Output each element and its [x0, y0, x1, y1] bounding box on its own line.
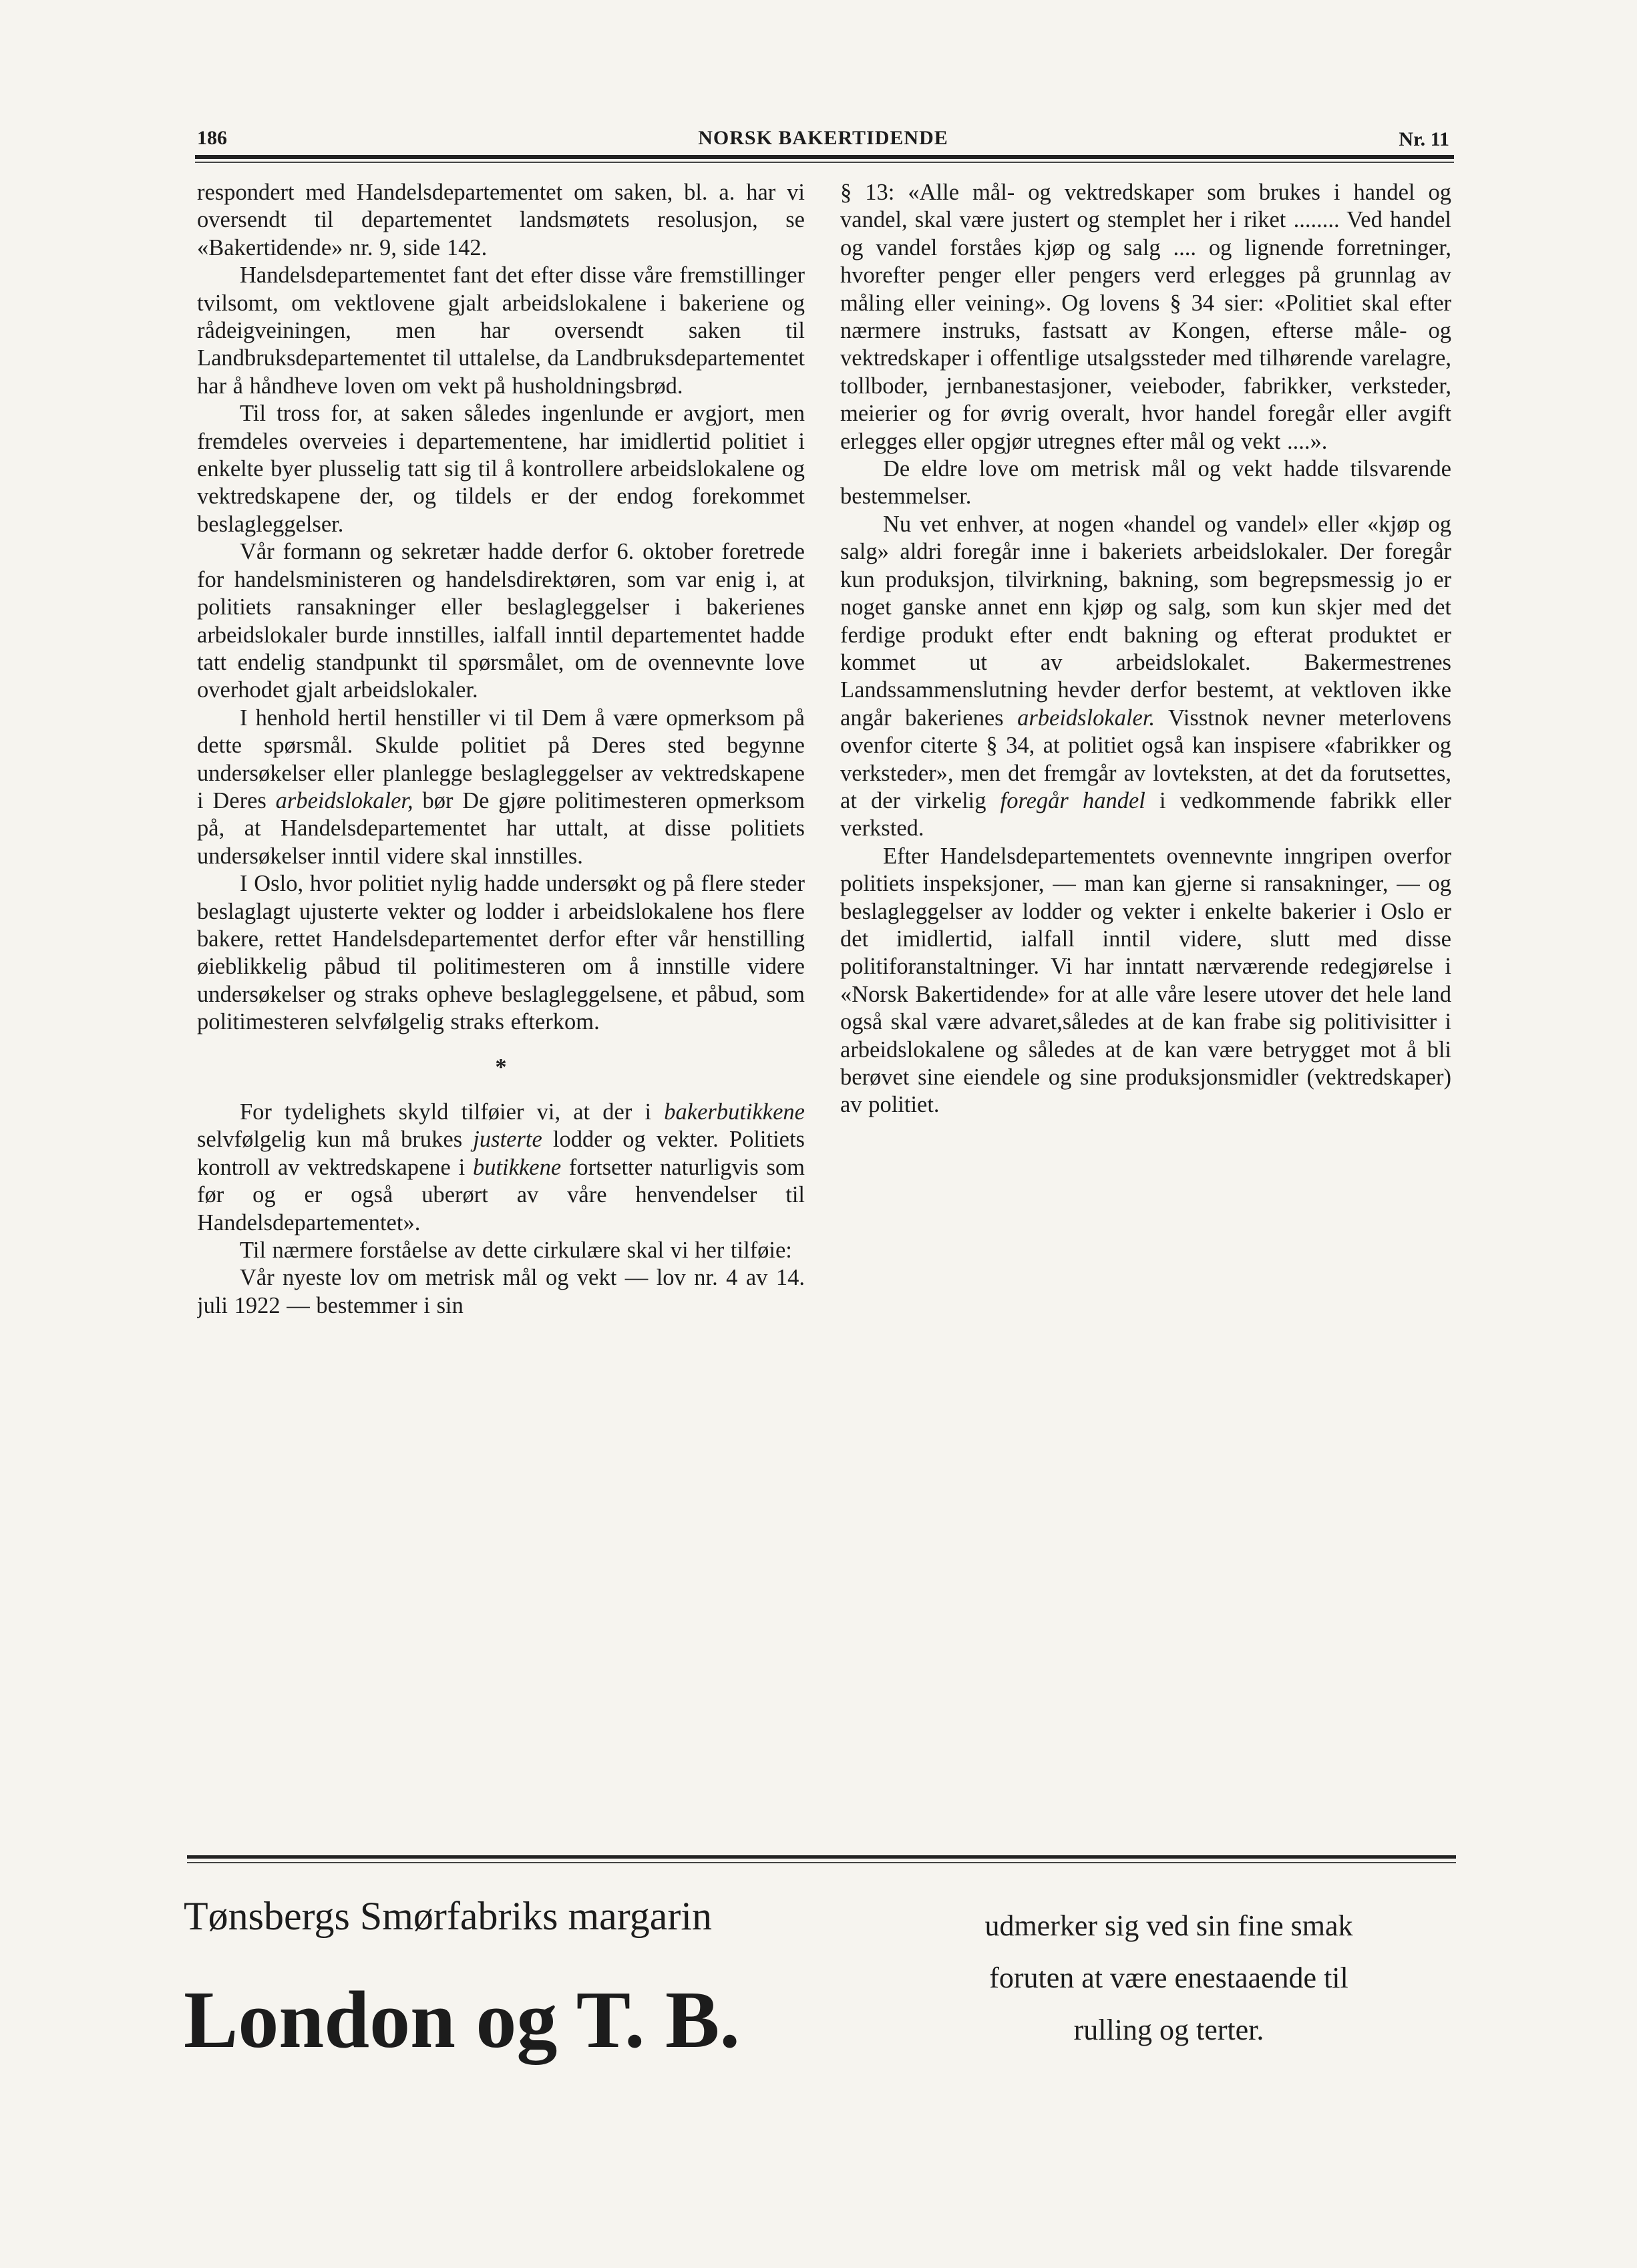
ad-brand-name: Tønsbergs Smørfabriks margarin [184, 1894, 712, 1938]
ad-rule [187, 1855, 1456, 1859]
header-rule-thin [195, 162, 1454, 163]
paragraph [840, 511, 1451, 843]
paragraph: Vår nyeste lov om metrisk mål og vekt — lov nr. 4 av 14. juli 1922 — bestemmer i sin [197, 1265, 805, 1318]
paragraph: § 13: «Alle mål- og vektredskaper som brukes i handel og vandel, skal være justert og stemplet her i riket ........ Ved handel og vandel forståes kjøp og salg .... og lignende forretninger, hvorefter penger eller pengers verd erlegges på grunnlag av måling eller veining». Og lovens § 34 sier: «Politiet skal efter nærmere instruks, fastsatt av Kongen, efterse måle- og vektredskaper i offentlige utsalgssteder med tilhørende varelagre, tollboder, jernbanestasjoner, veieboder, fabrikker, verksteder, meierier og for øvrig overalt, hvor handel foregår eller avgift erlegges eller opgjør utregnes efter mål og vekt ....». [840, 180, 1451, 454]
emphasis: foregår handel [1000, 787, 1145, 813]
paragraph: I Oslo, hvor politiet nylig hadde undersøkt og på flere steder beslaglagt ujusterte vekter og lodder i arbeidslokalene hos flere bakere, rettet Handelsdepartementet derfor efter vår henstilling øieblikkelig påbud til politimesteren om å innstille videre undersøkelser og straks opheve beslagleggelsene, et påbud, som politimesteren selvfølgelig straks efterkom. [197, 871, 805, 1035]
ad-tagline-line: rulling og terter. [1073, 2014, 1264, 2046]
issue-number: Nr. 11 [1399, 128, 1449, 150]
emphasis: arbeidslokaler. [1017, 705, 1155, 731]
publication-title: NORSK BAKERTIDENDE [698, 127, 948, 149]
page-header [197, 120, 1449, 160]
paragraph [197, 705, 805, 870]
emphasis: arbeidslokaler, [275, 787, 413, 813]
paragraph: Vår formann og sekretær hadde derfor 6. oktober foretrede for handelsministeren og handelsdirektøren, som var enig i, at politiets ransakninger eller beslagleggelser i bakerienes arbeidslokaler burde innstilles, ialfall inntil departementet hadde tatt endelig standpunkt til spørsmålet, om de ovennevnte love overhodet gjalt arbeidslokaler. [197, 539, 805, 703]
paragraph: Til nærmere forståelse av dette cirkulære skal vi her tilføie: [240, 1238, 792, 1264]
emphasis: justerte [473, 1127, 542, 1153]
paragraph: Efter Handelsdepartementets ovennevnte inngripen overfor politiets inspeksjoner, — man kan gjerne si ransakninger, — og beslagleggelser av lodder og vekter i enkelte bakerier i Oslo er det imidlertid, ialfall inntil videre, slutt med disse politiforanstaltninger. Vi har inntatt nærværende redegjørelse i «Norsk Bakertidende» for at alle våre lesere utover det hele land også skal være advaret,således at de kan frabe sig politivisitter i arbeidslokalene og således at de kan være betrygget mot å bli berøvet sine eiendele og sine produksjonsmidler (vektredskaper) av politiet. [840, 843, 1451, 1118]
emphasis: bakerbutikkene [664, 1099, 805, 1125]
ad-tagline-line: foruten at være enestaaende til [989, 1961, 1348, 1994]
advertisement-brand-block [184, 1893, 845, 2120]
page-number: 186 [197, 127, 227, 149]
text-run: i vedkommende fabrikk eller verksted. [840, 787, 1451, 841]
left-column [197, 179, 805, 1819]
text-run: For tydelighets skyld tilføier vi, at der i [240, 1099, 665, 1125]
right-column [840, 179, 1451, 1819]
text-run: I henhold hertil henstiller vi til Dem å være opmerksom på dette spørsmål. Skulde politiet på Deres sted begynne undersøkelser eller planlegge beslagleggelser av vektredskapene i Deres [197, 705, 805, 813]
paragraph: respondert med Handelsdepartementet om saken, bl. a. har vi oversendt til departementet landsmøtets resolusjon, se «Bakertidende» nr. 9, side 142. [197, 180, 805, 260]
text-run: fortsetter naturligvis som før og er også uberørt av våre henvendelser til Handelsdepartementet». [197, 1154, 805, 1236]
ad-rule-thin [187, 1862, 1456, 1863]
paragraph: Til tross for, at saken således ingenlunde er avgjort, men fremdeles overveies i departementene, har imidlertid politiet i enkelte byer plusselig tatt sig til å kontrollere arbeidslokalene og vektredskapene der, og tildels er der endog forekommet beslagleggelser. [197, 401, 805, 537]
paragraph [197, 1099, 805, 1237]
text-run: Nu vet enhver, at nogen «handel og vandel» eller «kjøp og salg» aldri foregår inne i bakeriets arbeidslokaler. Der foregår kun produksjon, tilvirkning, bakning, som begrepsmessig jo er noget ganske annet enn kjøp og salg, som kun skjer med det ferdige produkt efter endt bakning og efterat produktet er kommet ut av arbeidslokalet. Bakermestrenes Landssammenslutning hevder derfor bestemt, at vektloven ikke angår bakerienes [840, 511, 1451, 731]
ad-tagline-line: udmerker sig ved sin fine smak [984, 1909, 1353, 1942]
header-rule [195, 155, 1454, 159]
paragraph: Handelsdepartementet fant det efter disse våre fremstillinger tvilsomt, om vektlovene gjalt arbeidslokalene i bakeriene og rådeigveiningen, men har oversendt saken til Landbruksdepartementet til uttalelse, da Landbruksdepartementet har å håndheve loven om vekt på husholdningsbrød. [197, 262, 805, 399]
emphasis: butikkene [472, 1154, 562, 1180]
text-run: selvfølgelig kun må brukes [197, 1127, 474, 1153]
ad-product-name: London og T. B. [184, 1975, 740, 2065]
section-separator: * [495, 1054, 507, 1080]
text-run: bør De gjøre politimesteren opmerksom på, at Handelsdepartementet har uttalt, at disse politiets undersøkelser inntil videre skal innstilles. [197, 787, 805, 869]
text-run: lodder og vekter. Politiets kontroll av vektredskapene i [197, 1127, 805, 1180]
advertisement-tagline [882, 1900, 1456, 2056]
text-run: Visstnok nevner meterlovens ovenfor citerte § 34, at politiet også kan inspisere «fabrikker og verksteder», men det fremgår av lovteksten, at det da forutsettes, at der virkelig [840, 705, 1451, 813]
paragraph: De eldre love om metrisk mål og vekt hadde tilsvarende bestemmelser. [840, 456, 1451, 510]
